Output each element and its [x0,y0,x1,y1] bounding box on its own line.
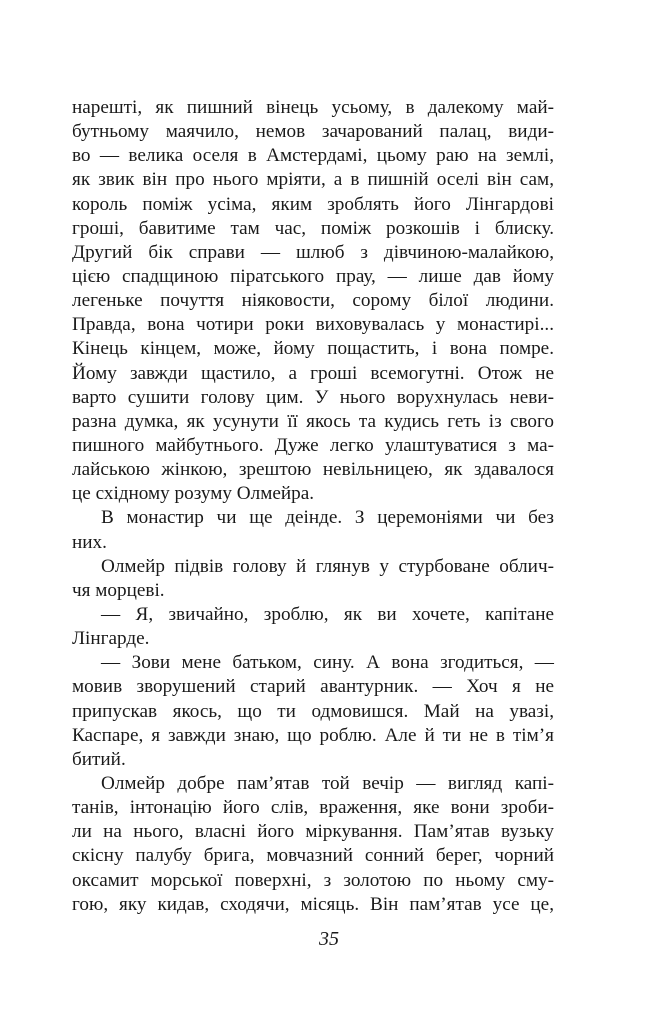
text-line: мовив зворушений старий авантурник. — Хоч я не [72,676,554,698]
text-line: це східному розуму Олмейра. [72,483,315,505]
text-line: В монастир чи ще деінде. З церемоніями чи без [101,507,554,529]
text-line: танів, інтонацію його слів, враження, яке вони зроби- [72,797,554,819]
text-line: нарешті, як пишний вінець усьому, в далекому май- [72,97,554,118]
text-line: них. [72,531,107,553]
text-line: Правда, вона чотири роки виховувалась у монастирі... [72,314,554,336]
text-line: король поміж усіма, яким зроблять його Лінгардові [72,193,554,215]
text-line: во — велика оселя в Амстердамі, цьому раю на землі, [72,145,554,167]
text-line: легеньке почуття ніяковости, сорому білої людини. [72,290,554,312]
text-line: Кінець кінцем, може, йому пощастить, і вона помре. [72,338,554,360]
text-line: Йому завжди щастило, а гроші всемогутні. Отож не [72,362,554,384]
text-line: Олмейр добре пам’ятав той вечір — вигляд капі- [101,772,554,794]
text-line: Каспаре, я завжди знаю, що роблю. Але й ти не в тім’я [72,724,554,746]
text-line: гроші, бавитиме там час, поміж розкошів і блиску. [72,217,554,239]
text-line: Лінгарде. [72,628,150,650]
text-line: оксамит морської поверхні, з золотою по ньому сму- [72,869,554,891]
text-line: — Я, звичайно, зроблю, як ви хочете, капітане [101,603,554,625]
text-line: разна думка, як усунути її якось та кудись геть із свого [72,410,554,432]
text-line: бутньому маячило, немов зачарований палац, види- [72,121,554,143]
text-line: припускав якось, що ти одмовишся. Май на увазі, [72,700,554,722]
text-line: як звик він про нього мріяти, а в пишній оселі він сам, [72,169,554,191]
text-line: битий. [72,748,126,770]
text-line: лайською жінкою, зрештою невільницею, як здавалося [72,459,554,481]
text-line: Олмейр підвів голову й глянув у стурбоване облич- [101,555,554,577]
text-line: гою, яку кидав, сходячи, місяць. Він пам’ятав усе це, [72,893,554,915]
text-line: чя морцеві. [72,579,165,601]
text-line: ли на нього, власні його міркування. Пам’ятав вузьку [72,821,554,843]
text-line: Другий бік справи — шлюб з дівчиною-малайкою, [72,241,554,263]
text-line: скісну палубу брига, мовчазний сонний берег, чорний [72,845,554,867]
page-number: 35 [319,928,339,950]
text-line: варто сушити голову цим. У нього ворухнулась неви- [72,386,554,408]
body-text [72,96,554,917]
text-line: — Зови мене батьком, сину. А вона згодиться, — [101,652,554,674]
text-line: цією спадщиною піратського прау, — лише дав йому [72,265,554,287]
text-line: пишного майбутнього. Дуже легко улаштуватися з ма- [72,434,554,456]
